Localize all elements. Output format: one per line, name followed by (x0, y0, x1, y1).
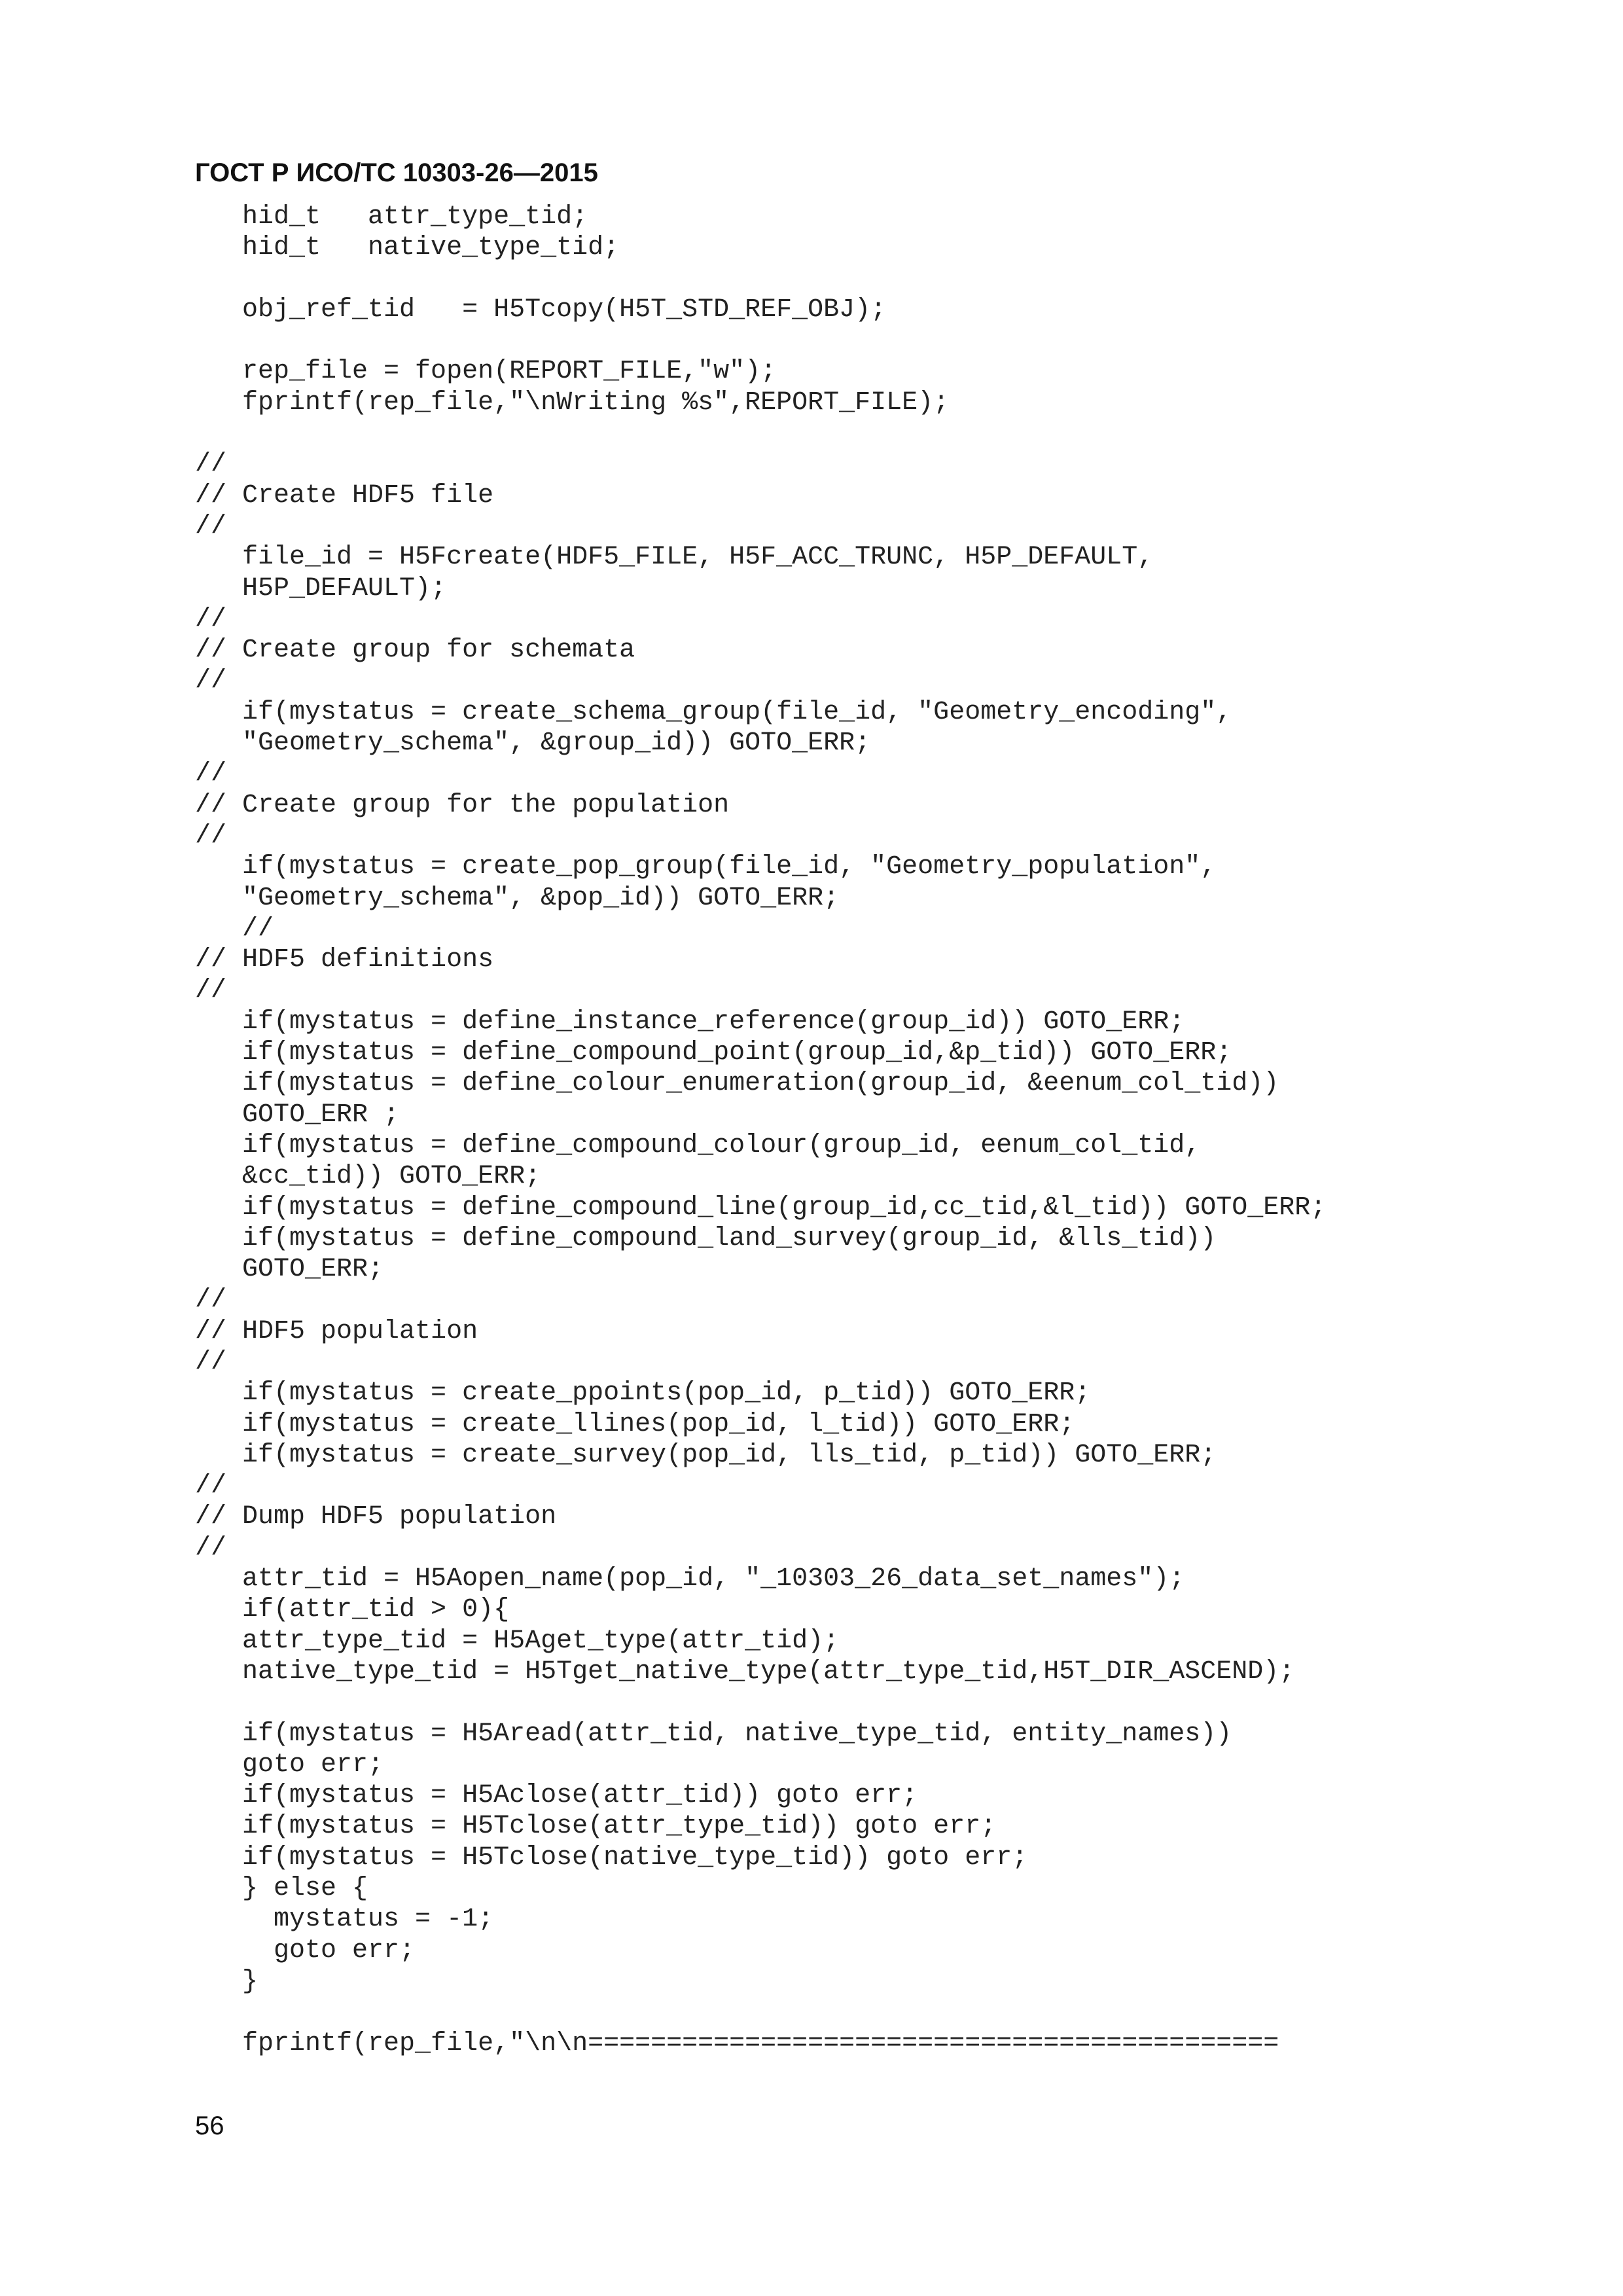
code-line: // (195, 976, 227, 1006)
code-line: GOTO_ERR ; (195, 1100, 400, 1130)
code-line: "Geometry_schema", &group_id)) GOTO_ERR; (195, 728, 871, 759)
code-line: GOTO_ERR; (195, 1255, 384, 1285)
code-line: attr_tid = H5Aopen_name(pop_id, "_10303_26_data_set_names"); (195, 1564, 1185, 1594)
code-line: native_type_tid = H5Tget_native_type(attr_type_tid,H5T_DIR_ASCEND); (195, 1657, 1295, 1687)
code-line: // (195, 450, 227, 480)
code-line: if(attr_tid > 0){ (195, 1595, 510, 1625)
code-line: if(mystatus = create_survey(pop_id, lls_tid, p_tid)) GOTO_ERR; (195, 1440, 1217, 1470)
code-line: if(mystatus = H5Tclose(native_type_tid)) goto err; (195, 1842, 1028, 1873)
code-line: if(mystatus = H5Tclose(attr_type_tid)) goto err; (195, 1812, 997, 1842)
code-line (195, 418, 1504, 449)
code-line: // (195, 666, 227, 696)
standard-header: ГОСТ Р ИСО/ТС 10303-26—2015 (195, 158, 598, 187)
code-line: // (195, 821, 227, 851)
code-line: // (195, 1533, 227, 1563)
code-line: hid_t attr_type_tid; (195, 202, 588, 232)
code-line: // HDF5 definitions (195, 945, 494, 975)
code-line: } else { (195, 1874, 368, 1904)
code-line: // (195, 1285, 227, 1316)
code-line: } (195, 1966, 259, 1996)
code-line: if(mystatus = define_compound_colour(group_id, eenum_col_tid, (195, 1130, 1201, 1160)
code-line: goto err; (195, 1935, 416, 1965)
code-line (195, 1997, 1504, 2028)
code-line: // (195, 604, 227, 634)
code-line: if(mystatus = define_compound_point(group_id,&p_tid)) GOTO_ERR; (195, 1038, 1232, 1068)
code-line: rep_file = fopen(REPORT_FILE,"w"); (195, 357, 777, 387)
code-line: mystatus = -1; (195, 1905, 494, 1935)
code-line: // (195, 759, 227, 789)
code-line: &cc_tid)) GOTO_ERR; (195, 1162, 541, 1192)
code-line: // Create group for schemata (195, 636, 635, 666)
code-line: // Create HDF5 file (195, 480, 494, 511)
code-line: // Dump HDF5 population (195, 1502, 557, 1532)
code-line: obj_ref_tid = H5Tcopy(H5T_STD_REF_OBJ); (195, 295, 887, 325)
code-line: // HDF5 population (195, 1316, 478, 1346)
code-line: fprintf(rep_file,"\nWriting %s",REPORT_FILE); (195, 387, 950, 418)
code-line: hid_t native_type_tid; (195, 233, 620, 263)
code-line: attr_type_tid = H5Aget_type(attr_tid); (195, 1626, 840, 1656)
code-line: // (195, 511, 227, 541)
page-number: 56 (195, 2111, 224, 2140)
code-line: // Create group for the population (195, 790, 730, 820)
code-line: if(mystatus = create_ppoints(pop_id, p_tid)) GOTO_ERR; (195, 1378, 1091, 1408)
code-line: if(mystatus = H5Aread(attr_tid, native_type_tid, entity_names)) (195, 1719, 1232, 1749)
code-line: if(mystatus = define_compound_land_survey(group_id, &lls_tid)) (195, 1223, 1217, 1253)
code-line: "Geometry_schema", &pop_id)) GOTO_ERR; (195, 883, 840, 913)
code-line: if(mystatus = define_compound_line(group_id,cc_tid,&l_tid)) GOTO_ERR; (195, 1193, 1327, 1223)
code-line: if(mystatus = H5Aclose(attr_tid)) goto err; (195, 1781, 918, 1811)
code-line: H5P_DEFAULT); (195, 573, 447, 603)
code-line: if(mystatus = create_schema_group(file_id, "Geometry_encoding", (195, 697, 1232, 727)
code-line: if(mystatus = create_llines(pop_id, l_tid)) GOTO_ERR; (195, 1409, 1075, 1439)
code-line (195, 264, 1504, 295)
code-line: // (195, 1471, 227, 1501)
code-line (195, 1687, 1504, 1718)
code-line: if(mystatus = create_pop_group(file_id, "Geometry_population", (195, 852, 1217, 882)
code-line: // (195, 914, 274, 944)
code-line: goto err; (195, 1749, 384, 1780)
code-line: if(mystatus = define_instance_reference(group_id)) GOTO_ERR; (195, 1007, 1185, 1037)
code-line: if(mystatus = define_colour_enumeration(group_id, &eenum_col_tid)) (195, 1069, 1279, 1099)
code-listing (195, 202, 1504, 2059)
code-line: // (195, 1347, 227, 1377)
code-line: fprintf(rep_file,"\n\n============================================ (195, 2028, 1279, 2058)
code-line: file_id = H5Fcreate(HDF5_FILE, H5F_ACC_TRUNC, H5P_DEFAULT, (195, 543, 1154, 573)
code-line (195, 325, 1504, 356)
